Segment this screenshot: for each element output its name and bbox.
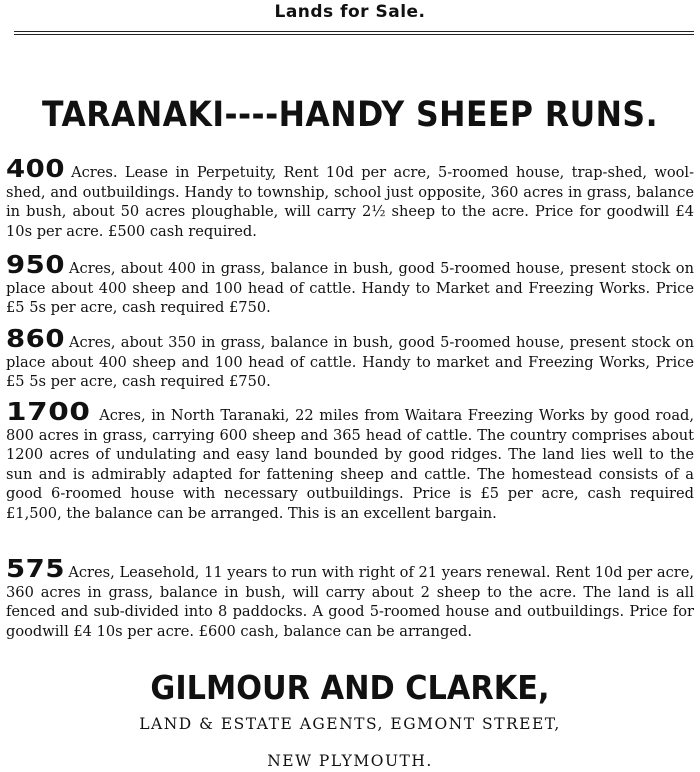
listing-acreage: 400 [6, 154, 66, 183]
listing-acreage: 575 [6, 554, 66, 583]
header-rule-top [14, 31, 694, 32]
listing-description: Acres, Leasehold, 11 years to run with right of 21 years renewal. Rent 10d per acre, 360 acres in grass, balance in bush, will carry about 2 sheep to the acre. The land is all fenced and sub-divided into 8 paddocks. A good 5-roomed house and outbuildings. Price for goodwill £4 10s per acre. £600 cash, balance can be arranged. [6, 564, 695, 640]
header-rule-bottom [14, 34, 694, 35]
listing-description: Acres, about 350 in grass, balance in bush, good 5-roomed house, present stock on place about 400 sheep and 100 head of cattle. Handy to market and Freezing Works, Price £5 5s per acre, cash required £750. [6, 334, 694, 391]
listing-acreage: 1700 [6, 397, 91, 426]
advert-headline: TARANAKI----HANDY SHEEP RUNS. [41, 95, 658, 135]
listing-400-acres [6, 154, 695, 241]
agent-name: GILMOUR AND CLARKE, [150, 668, 550, 707]
listing-acreage: 860 [6, 324, 66, 353]
agent-description: LAND & ESTATE AGENTS, EGMONT STREET, [139, 715, 561, 733]
listing-description: Acres, in North Taranaki, 22 miles from Waitara Freezing Works by good road, 800 acres in grass, carrying 600 sheep and 365 head of cattle. The country comprises about 1200 acres of undulating and easy land bounded by good ridges. The land lies well to the sun and is admirably adapted for fattening sheep and cattle. The homestead consists of a good 6-roomed house with necessary outbuildings. Price is £5 per acre, cash required £1,500, the balance can be arranged. This is an excellent bargain. [6, 407, 694, 522]
listing-1700-acres [6, 397, 694, 524]
section-title: Lands for Sale. [274, 2, 426, 22]
listing-acreage: 950 [6, 250, 66, 279]
listing-description: Acres. Lease in Perpetuity, Rent 10d per acre, 5-roomed house, trap-shed, wool-shed, and outbuildings. Handy to township, school just opposite, 360 acres in grass, balance in bush, about 50 acres ploughable, will carry 2½ sheep to the acre. Price for goodwill £4 10s per acre. £500 cash required. [6, 164, 695, 240]
listing-950-acres [6, 250, 694, 318]
listing-575-acres [6, 554, 695, 641]
listing-description: Acres, about 400 in grass, balance in bush, good 5-roomed house, present stock on place about 400 sheep and 100 head of cattle. Handy to Market and Freezing Works. Price £5 5s per acre, cash required £750. [6, 260, 694, 317]
agent-town: NEW PLYMOUTH. [267, 752, 433, 770]
listing-860-acres [6, 324, 694, 392]
